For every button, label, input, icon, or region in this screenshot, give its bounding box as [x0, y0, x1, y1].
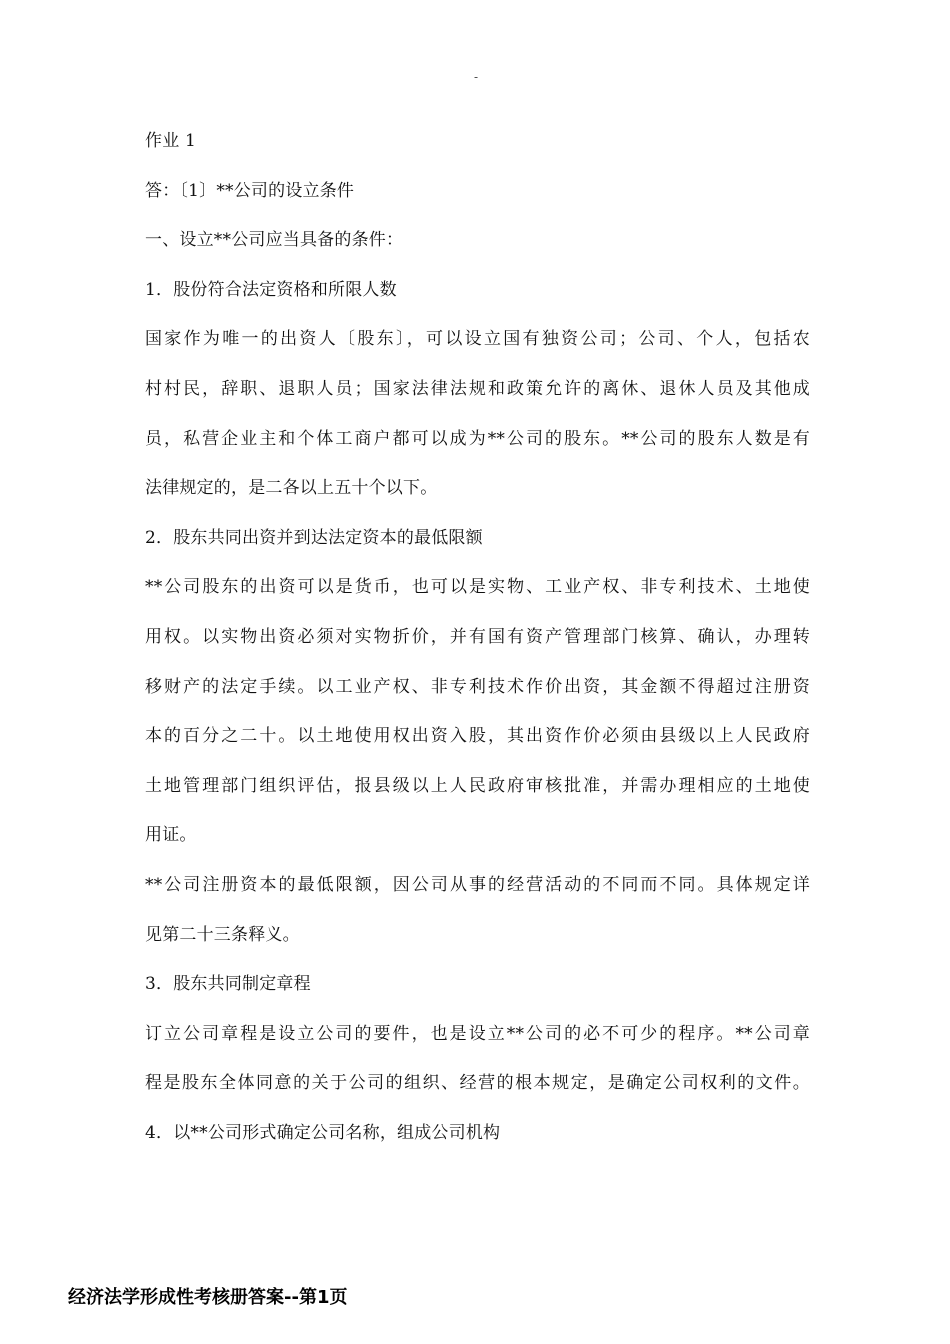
paragraph-line: 土地管理部门组织评估，报县级以上人民政府审核批准，并需办理相应的土地使 — [145, 775, 810, 796]
paragraph-line: 程是股东全体同意的关于公司的组织、经营的根本规定，是确定公司权利的文件。 — [145, 1073, 810, 1094]
paragraph-line: 国家作为唯一的出资人〔股东〕，可以设立国有独资公司；公司、个人，包括农 — [145, 329, 810, 350]
paragraph-line: 村村民，辞职、退职人员；国家法律法规和政策允许的离休、退休人员及其他成 — [145, 378, 810, 399]
paragraph-line: 见第二十三条释义。 — [145, 924, 300, 945]
section-heading: 一、设立**公司应当具备的条件： — [145, 230, 404, 251]
item-heading-3: 3．股东共同制定章程 — [145, 974, 311, 995]
item-heading-1: 1．股份符合法定资格和所限人数 — [145, 279, 397, 300]
item-heading-2: 2．股东共同出资并到达法定资本的最低限额 — [145, 527, 483, 548]
item-heading-4: 4．以**公司形式确定公司名称，组成公司机构 — [145, 1122, 501, 1143]
paragraph-line: 移财产的法定手续。以工业产权、非专利技术作价出资，其金额不得超过注册资 — [145, 676, 810, 697]
page-header-mark: - — [473, 70, 479, 84]
paragraph-line: 法律规定的，是二各以上五十个以下。 — [145, 478, 438, 499]
paragraph-line: **公司股东的出资可以是货币，也可以是实物、工业产权、非专利技术、土地使 — [145, 577, 810, 598]
answer-heading: 答：〔1〕**公司的设立条件 — [145, 180, 355, 201]
paragraph-line: 员，私营企业主和个体工商户都可以成为**公司的股东。**公司的股东人数是有 — [145, 428, 810, 449]
paragraph-line: 用证。 — [145, 825, 197, 846]
page-footer: 经济法学形成性考核册答案--第1页 — [68, 1287, 348, 1308]
document-body — [145, 117, 810, 1158]
assignment-title: 作业 1 — [145, 131, 197, 151]
paragraph-line: 用权。以实物出资必须对实物折价，并有国有资产管理部门核算、确认，办理转 — [145, 626, 810, 647]
paragraph-line: 本的百分之二十。以土地使用权出资入股，其出资作价必须由县级以上人民政府 — [145, 726, 810, 747]
paragraph-line: 订立公司章程是设立公司的要件，也是设立**公司的必不可少的程序。**公司章 — [145, 1023, 810, 1044]
paragraph-line: **公司注册资本的最低限额，因公司从事的经营活动的不同而不同。具体规定详 — [145, 874, 810, 895]
